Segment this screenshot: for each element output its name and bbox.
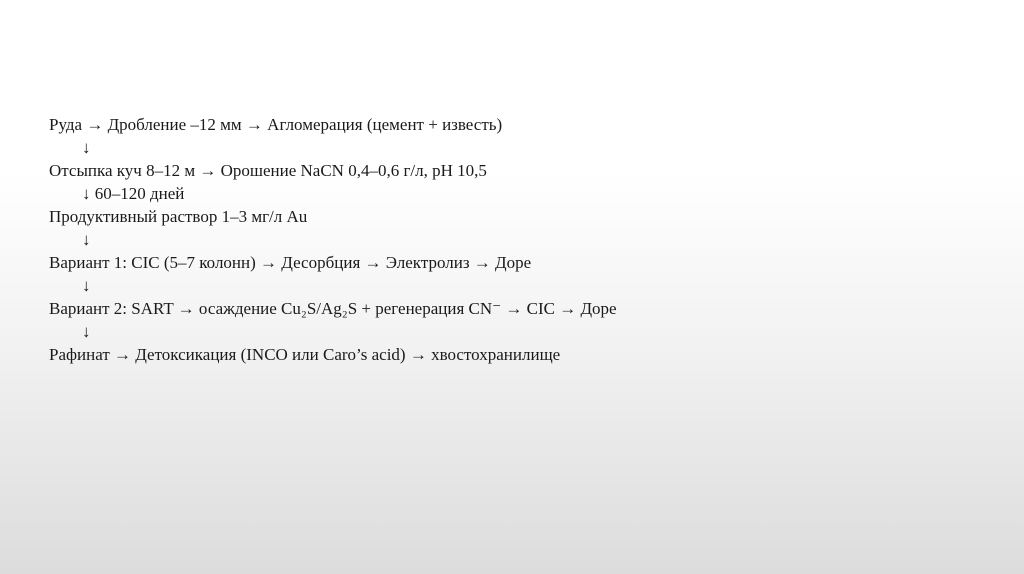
flow-line-variant-1: Вариант 1: CIC (5–7 колонн) → Десорбция → Электролиз → Доре — [49, 253, 532, 272]
flow-arrow: ↓ — [82, 230, 91, 249]
flow-arrow: ↓ — [82, 276, 91, 295]
flow-line-solution: Продуктивный раствор 1–3 мг/л Au — [49, 207, 308, 226]
flow-line-heap: Отсыпка куч 8–12 м → Орошение NaCN 0,4–0,6 г/л, pH 10,5 — [49, 161, 487, 180]
flow-arrow: ↓ — [82, 138, 91, 157]
flow-line-ore: Руда → Дробление –12 мм → Агломерация (цемент + известь) — [49, 115, 503, 134]
flow-arrow: ↓ — [82, 322, 91, 341]
process-flow — [49, 113, 989, 366]
flow-line-raffinate: Рафинат → Детоксикация (INCO или Caro’s acid) → хвостохранилище — [49, 345, 561, 364]
flow-line-variant-2: Вариант 2: SART → осаждение Cu₂S/Ag₂S + регенерация CN⁻ → CIC → Доре — [49, 299, 617, 318]
flow-arrow-duration: ↓ 60–120 дней — [82, 184, 185, 203]
